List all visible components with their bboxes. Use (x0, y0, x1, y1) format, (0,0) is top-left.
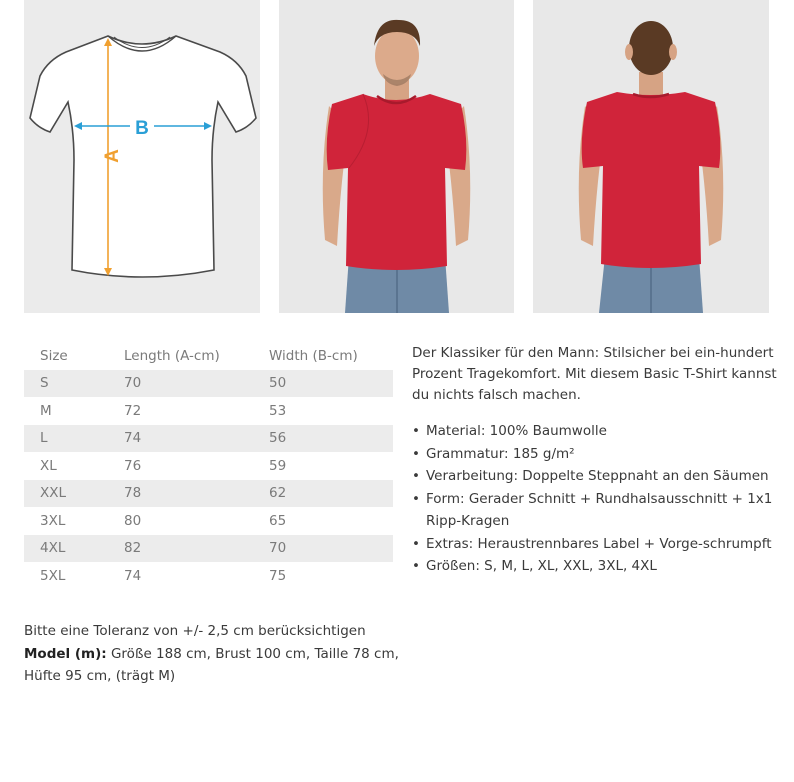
model-back-photo (533, 0, 769, 313)
feature-item: • Größen: S, M, L, XL, XXL, 3XL, 4XL (412, 555, 784, 578)
feature-item: • Grammatur: 185 g/m² (412, 443, 784, 466)
width-cell: 62 (269, 480, 393, 508)
size-cell: 4XL (24, 535, 124, 563)
size-cell: S (24, 370, 124, 398)
hair-back (629, 21, 673, 75)
width-cell: 50 (269, 370, 393, 398)
model-measurements: Größe 188 cm, Brust 100 cm, Taille 78 cm, Hüfte 95 cm, (trägt M) (24, 645, 399, 684)
size-cell: M (24, 397, 124, 425)
head-front (375, 28, 419, 84)
header-length: Length (A-cm) (124, 347, 220, 364)
model-front-illustration (279, 0, 514, 313)
header-width: Width (B-cm) (269, 347, 358, 364)
size-cell: 3XL (24, 507, 124, 535)
length-cell: 76 (124, 452, 269, 480)
table-row (24, 425, 393, 453)
model-label: Model (m): (24, 645, 107, 662)
model-front-photo (279, 0, 514, 313)
size-diagram (24, 0, 260, 313)
tshirt-outline (30, 36, 256, 277)
length-cell: 78 (124, 480, 269, 508)
table-row (24, 535, 393, 563)
feature-item: • Verarbeitung: Doppelte Steppnaht an den Säumen (412, 465, 784, 488)
width-cell: 56 (269, 425, 393, 453)
width-cell: 59 (269, 452, 393, 480)
width-cell: 70 (269, 535, 393, 563)
length-cell: 72 (124, 397, 269, 425)
label-b: B (135, 118, 149, 139)
table-row (24, 480, 393, 508)
tolerance-note: Bitte eine Toleranz von +/- 2,5 cm berücksichtigen (24, 623, 366, 639)
size-cell: L (24, 425, 124, 453)
width-cell: 65 (269, 507, 393, 535)
header-size: Size (40, 347, 68, 364)
size-table (24, 342, 393, 590)
model-back-illustration (533, 0, 769, 313)
feature-item: • Extras: Heraustrennbares Label + Vorge-schrumpft (412, 533, 784, 556)
length-cell: 74 (124, 562, 269, 590)
table-row (24, 452, 393, 480)
length-cell: 70 (124, 370, 269, 398)
size-table-header (24, 342, 393, 370)
feature-item: • Form: Gerader Schnitt + Rundhalsausschnitt + 1x1 Ripp-Kragen (412, 488, 784, 533)
size-cell: 5XL (24, 562, 124, 590)
width-cell: 75 (269, 562, 393, 590)
table-row (24, 370, 393, 398)
label-a: A (102, 149, 123, 163)
table-row (24, 507, 393, 535)
tshirt-diagram-illustration (24, 0, 260, 313)
red-tshirt-front (327, 94, 467, 270)
feature-list (412, 420, 784, 578)
table-row (24, 562, 393, 590)
table-row (24, 397, 393, 425)
length-cell: 82 (124, 535, 269, 563)
size-cell: XL (24, 452, 124, 480)
width-cell: 53 (269, 397, 393, 425)
red-tshirt-back (582, 92, 721, 268)
size-note (24, 620, 404, 688)
length-cell: 74 (124, 425, 269, 453)
product-description: Der Klassiker für den Mann: Stilsicher bei ein-hundert Prozent Tragekomfort. Mit diesem Basic T-Shirt kannst du nichts falsch machen. (412, 345, 777, 403)
length-cell: 80 (124, 507, 269, 535)
feature-item: • Material: 100% Baumwolle (412, 420, 784, 443)
size-cell: XXL (24, 480, 124, 508)
